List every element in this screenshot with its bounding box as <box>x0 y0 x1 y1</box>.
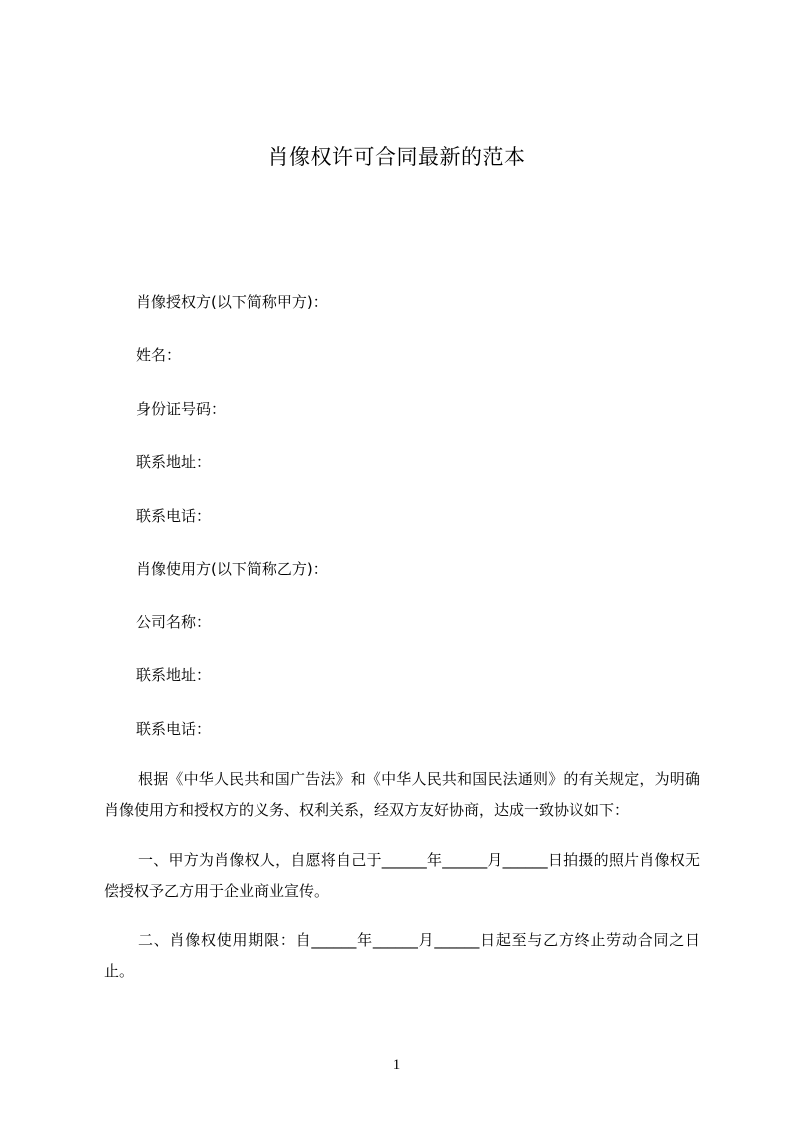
field-grantor-phone: 联系电话： <box>136 507 212 525</box>
page-number: 1 <box>392 1057 401 1073</box>
paragraph-clause-2: 二、肖像权使用期限：自______年______月______日起至与乙方终止劳动合同之日止。 <box>104 931 700 980</box>
field-grantor-id-number: 身份证号码： <box>136 400 227 418</box>
field-user-address: 联系地址： <box>136 666 212 684</box>
paragraph-clause-1: 一、甲方为肖像权人，自愿将自己于______年______月______日拍摄的照片肖像权无偿授权予乙方用于企业商业宣传。 <box>104 851 700 900</box>
document-title: 肖像权许可合同最新的范本 <box>267 145 526 169</box>
field-grantor-heading: 肖像授权方(以下简称甲方)： <box>136 293 328 311</box>
field-grantor-name: 姓名： <box>136 346 182 364</box>
field-company-name: 公司名称： <box>136 613 212 631</box>
field-grantor-address: 联系地址： <box>136 453 212 471</box>
field-user-heading: 肖像使用方(以下简称乙方)： <box>136 560 328 578</box>
field-user-phone: 联系电话： <box>136 720 212 738</box>
paragraph-preamble: 根据《中华人民共和国广告法》和《中华人民共和国民法通则》的有关规定，为明确肖像使用方和授权方的义务、权利关系，经双方友好协商，达成一致协议如下： <box>104 770 700 819</box>
